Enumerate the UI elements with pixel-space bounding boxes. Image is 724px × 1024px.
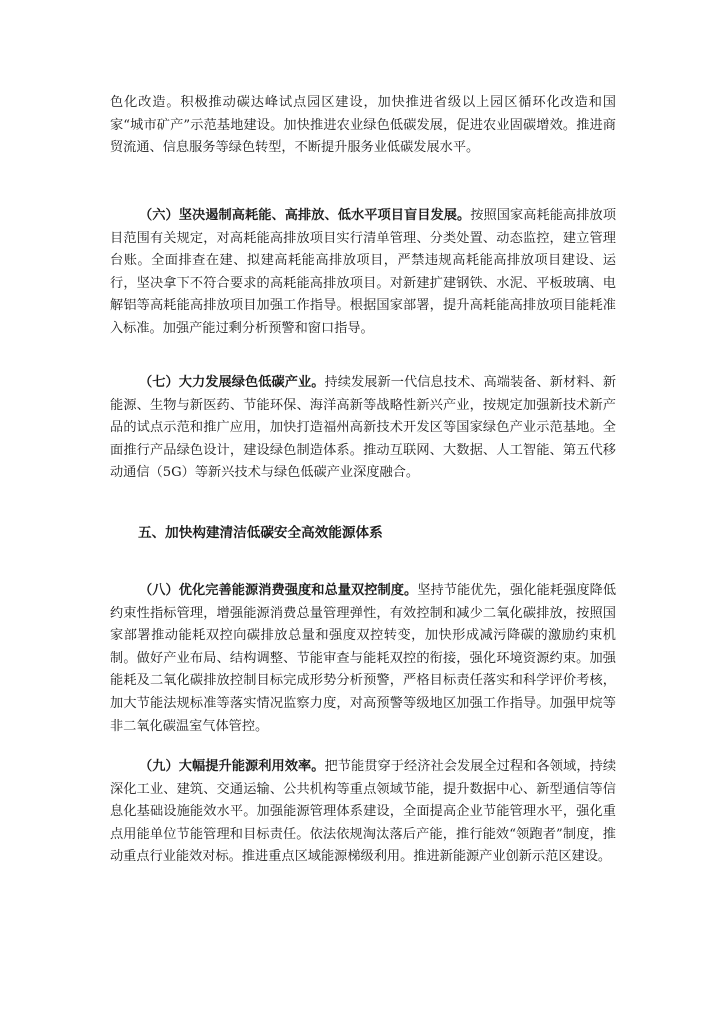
chapter-five-heading: 五、加快构建清洁低碳安全高效能源体系 <box>138 525 383 541</box>
section-eight <box>110 580 616 738</box>
section-nine <box>110 756 616 869</box>
section-nine-paragraph <box>110 756 616 869</box>
section-seven <box>110 372 616 485</box>
section-nine-body: 把节能贯穿于经济社会发展全过程和各领域，持续深化工业、建筑、交通运输、公共机构等重点领域节能，提升数据中心、新型通信等信息化基础设施能效水平。加强能源管理体系建设，全面提高企业节能管理水平，强化重点用能单位节能管理和目标责任。依法依规淘汰落后产能，推行能效“领跑者”制度，推动重点行业能效对标。推进重点区域能源梯级利用。推进新能源产业创新示范区建设。 <box>110 759 617 865</box>
section-seven-body: 持续发展新一代信息技术、高端装备、新材料、新能源、生物与新医药、节能环保、海洋高新等战略性新兴产业，按规定加强新技术新产品的试点示范和推广应用，加快打造福州高新技术开发区等国家绿色产业示范基地。全面推行产品绿色设计，建设绿色制造体系。推动互联网、大数据、人工智能、第五代移动通信（5G）等新兴技术与绿色低碳产业深度融合。 <box>110 375 617 481</box>
section-six-paragraph <box>110 205 616 341</box>
section-eight-heading: （八）优化完善能源消费强度和总量双控制度。 <box>139 583 418 598</box>
section-seven-paragraph <box>110 372 616 485</box>
chapter-five <box>110 522 616 544</box>
section-eight-body: 坚持节能优先，强化能耗强度降低约束性指标管理，增强能源消费总量管理弹性，有效控制和减少二氧化碳排放，按照国家部署推动能耗双控向碳排放总量和强度双控转变，加快形成减污降碳的激励约束机制。做好产业布局、结构调整、节能审查与能耗双控的衔接，强化环境资源约束。加强能耗及二氧化碳排放控制目标完成形势分析预警，严格目标责任落实和科学评价考核，加大节能法规标准等落实情况监察力度，对高预警等级地区加强工作指导。加强甲烷等非二氧化碳温室气体管控。 <box>110 583 617 734</box>
section-six <box>110 205 616 341</box>
section-eight-paragraph <box>110 580 616 738</box>
paragraph-continuation <box>110 92 616 160</box>
section-seven-heading: （七）大力发展绿色低碳产业。 <box>139 375 325 390</box>
paragraph-text: 色化改造。积极推动碳达峰试点园区建设，加快推进省级以上园区循环化改造和国家“城市矿产”示范基地建设。加快推进农业绿色低碳发展，促进农业固碳增效。推进商贸流通、信息服务等绿色转型，不断提升服务业低碳发展水平。 <box>110 95 616 156</box>
section-nine-heading: （九）大幅提升能源利用效率。 <box>139 759 325 774</box>
section-six-heading: （六）坚决遏制高耗能、高排放、低水平项目盲目发展。 <box>139 208 471 223</box>
section-six-body: 按照国家高耗能高排放项目范围有关规定，对高耗能高排放项目实行清单管理、分类处置、动态监控，建立管理台账。全面排查在建、拟建高耗能高排放项目，严禁违规高耗能高排放项目建设、运行，坚决拿下不符合要求的高耗能高排放项目。对新建扩建钢铁、水泥、平板玻璃、电解铝等高耗能高排放项目加强工作指导。根据国家部署，提升高耗能高排放项目能耗准入标准。加强产能过剩分析预警和窗口指导。 <box>110 208 617 336</box>
